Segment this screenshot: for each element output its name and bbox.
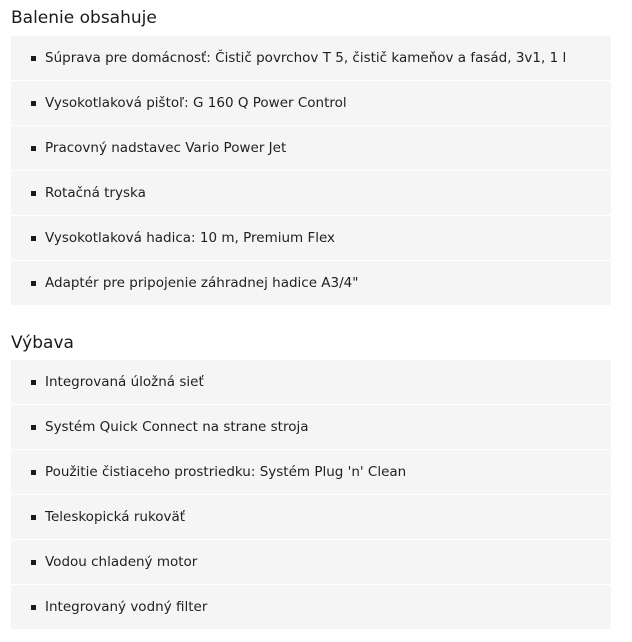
- package-contents-title: Balenie obsahuje: [11, 8, 157, 28]
- list-item-label: Použitie čistiaceho prostriedku: Systém Plug 'n' Clean: [45, 464, 407, 480]
- bullet-icon: [31, 470, 36, 475]
- list-item: [11, 405, 611, 450]
- list-item: [11, 81, 611, 126]
- list-item-label: Súprava pre domácnosť: Čistič povrchov T 5, čistič kameňov a fasád, 3v1, 1 l: [45, 50, 567, 66]
- list-item-label: Systém Quick Connect na strane stroja: [45, 419, 309, 435]
- list-item: [11, 450, 611, 495]
- bullet-icon: [31, 101, 36, 106]
- package-contents-list: [11, 36, 611, 306]
- package-contents-section: [0, 0, 632, 306]
- list-item-label: Rotačná tryska: [45, 185, 146, 201]
- equipment-title: Výbava: [11, 333, 74, 353]
- list-item: [11, 540, 611, 585]
- list-item-label: Integrovaný vodný filter: [45, 599, 208, 615]
- equipment-section: [0, 332, 632, 630]
- list-item: [11, 360, 611, 405]
- list-item-label: Vysokotlaková pištoľ: G 160 Q Power Control: [45, 95, 347, 111]
- bullet-icon: [31, 56, 36, 61]
- list-item: [11, 216, 611, 261]
- list-item-label: Vodou chladený motor: [45, 554, 198, 570]
- equipment-list: [11, 360, 611, 630]
- list-item: [11, 585, 611, 630]
- list-item-label: Pracovný nadstavec Vario Power Jet: [45, 140, 287, 156]
- list-item-label: Vysokotlaková hadica: 10 m, Premium Flex: [45, 230, 336, 246]
- bullet-icon: [31, 605, 36, 610]
- bullet-icon: [31, 425, 36, 430]
- list-item: [11, 36, 611, 81]
- bullet-icon: [31, 560, 36, 565]
- list-item-label: Adaptér pre pripojenie záhradnej hadice A3/4": [45, 275, 359, 291]
- list-item: [11, 126, 611, 171]
- list-item: [11, 495, 611, 540]
- bullet-icon: [31, 281, 36, 286]
- bullet-icon: [31, 515, 36, 520]
- bullet-icon: [31, 380, 36, 385]
- bullet-icon: [31, 191, 36, 196]
- list-item-label: Integrovaná úložná sieť: [45, 374, 204, 390]
- bullet-icon: [31, 236, 36, 241]
- list-item-label: Teleskopická rukoväť: [45, 509, 186, 525]
- list-item: [11, 261, 611, 306]
- bullet-icon: [31, 146, 36, 151]
- list-item: [11, 171, 611, 216]
